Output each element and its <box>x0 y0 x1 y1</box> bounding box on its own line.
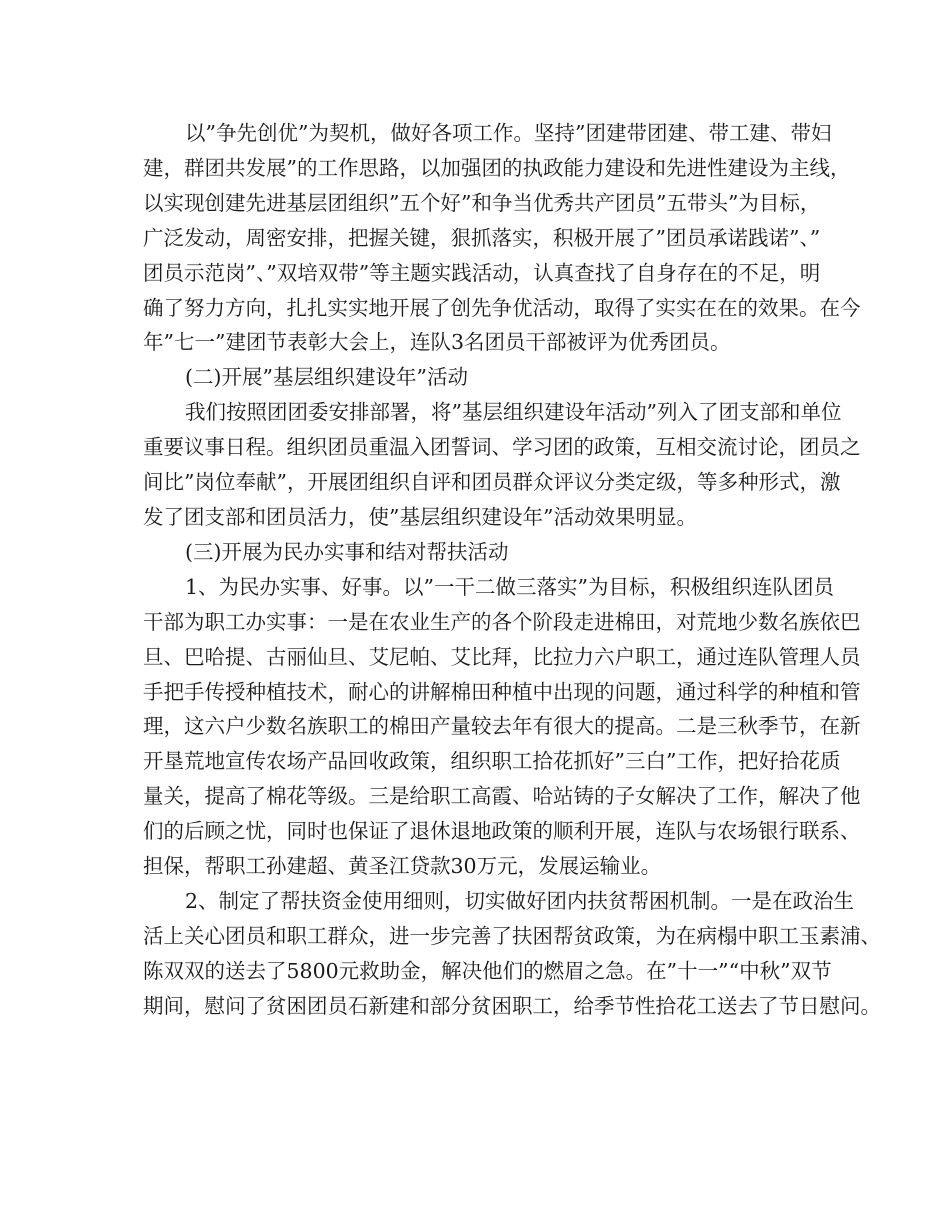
paragraph-1 <box>143 116 861 360</box>
text-line: 干部为职工办实事：一是在农业生产的各个阶段走进棉田，对荒地少数名族依巴 <box>143 609 861 634</box>
text-line: 担保，帮职工孙建超、黄圣江贷款30万元，发展运输业。 <box>143 854 662 879</box>
text-line: 年”七一”建团节表彰大会上，连队3名团员干部被评为优秀团员。 <box>143 330 731 355</box>
text-line: 建，群团共发展”的工作思路，以加强团的执政能力建设和先进性建设为主线， <box>143 155 851 180</box>
text-line: 2、制定了帮扶资金使用细则，切实做好团内扶贫帮困机制。一是在政治生 <box>185 888 855 913</box>
document-body <box>143 116 881 1024</box>
text-line: 团员示范岗”、”双培双带”等主题实践活动，认真查找了自身存在的不足，明 <box>143 260 821 285</box>
text-line: 开垦荒地宣传农场产品回收政策，组织职工拾花抓好”三白”工作，把好拾花质 <box>143 749 841 774</box>
text-line: 量关，提高了棉花等级。三是给职工高霞、哈站铸的子女解决了工作，解决了他 <box>143 784 861 809</box>
text-line: (三)开展为民办实事和结对帮扶活动 <box>185 539 509 564</box>
text-line: 陈双双的送去了5800元救助金，解决他们的燃眉之急。在”十一”“中秋”双节 <box>143 958 832 983</box>
text-line: 理，这六户少数名族职工的棉田产量较去年有很大的提高。二是三秋季节，在新 <box>143 714 861 739</box>
text-line: 1、为民办实事、好事。以”一干二做三落实”为目标，积极组织连队团员 <box>185 574 835 599</box>
text-line: 以”争先创优”为契机，做好各项工作。坚持”团建带团建、带工建、带妇 <box>185 121 832 145</box>
text-line: 发了团支部和团员活力，使”基层组织建设年”活动效果明显。 <box>143 504 697 529</box>
section-heading-3 <box>143 535 823 570</box>
text-line: 旦、巴哈提、古丽仙旦、艾尼帕、艾比拜，比拉力六户职工，通过连队管理人员 <box>143 644 861 669</box>
section-heading-2 <box>143 360 823 395</box>
text-line: 我们按照团团委安排部署，将”基层组织建设年活动”列入了团支部和单位 <box>185 400 842 425</box>
text-line: 广泛发动，周密安排，把握关键，狠抓落实，积极开展了”团员承诺践诺”、” <box>143 225 821 250</box>
text-line: 手把手传授种植技术，耐心的讲解棉田种植中出现的问题，通过科学的种植和管 <box>143 679 861 704</box>
text-line: 活上关心团员和职工群众，进一步完善了扶困帮贫政策，为在病榻中职工玉素浦、 <box>143 923 881 948</box>
paragraph-5 <box>143 570 861 884</box>
text-line: 期间，慰问了贫困团员石新建和部分贫困职工，给季节性拾花工送去了节日慰问。 <box>143 993 881 1018</box>
text-line: 以实现创建先进基层团组织”五个好”和争当优秀共产团员”五带头”为目标， <box>143 190 821 215</box>
paragraph-6 <box>143 884 881 1024</box>
text-line: 重要议事日程。组织团员重温入团誓词、学习团的政策，互相交流讨论，团员之 <box>143 435 861 460</box>
text-line: 确了努力方向，扎扎实实地开展了创先争优活动，取得了实实在在的效果。在今 <box>143 295 861 320</box>
text-line: 间比”岗位奉献”，开展团组织自评和团员群众评议分类定级，等多种形式，激 <box>143 470 841 495</box>
text-line: (二)开展”基层组织建设年”活动 <box>185 365 468 390</box>
paragraph-3 <box>143 395 861 535</box>
text-line: 们的后顾之忧，同时也保证了退休退地政策的顺利开展，连队与农场银行联系、 <box>143 819 861 844</box>
